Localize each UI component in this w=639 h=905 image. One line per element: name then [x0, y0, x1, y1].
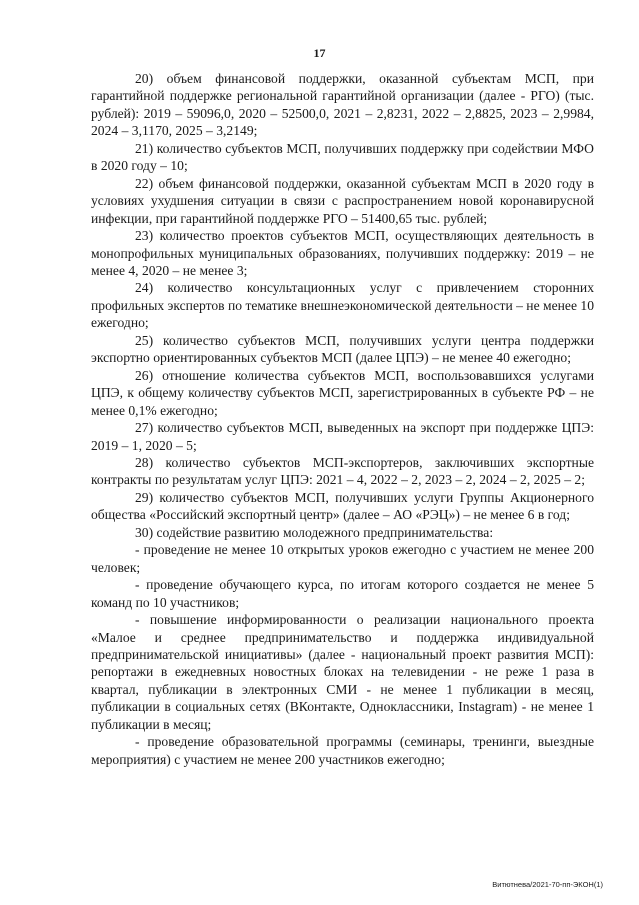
list-item-27: 27) количество субъектов МСП, выведенных на экспорт при поддержке ЦПЭ: 2019 – 1, 2020 – 5; [91, 420, 594, 453]
list-item-20: 20) объем финансовой поддержки, оказанной субъектам МСП, при гарантийной поддержке региональной гарантийной организации (далее - РГО) (тыс. рублей): 2019 – 59096,0, 2020 – 52500,0, 2021 – 2,8231, 2022 – 2,8825, 2023 – 2,9984, 2024 – 3,1170, 2025 – 3,2149; [91, 71, 594, 139]
list-item-24: 24) количество консультационных услуг с привлечением сторонних профильных экспертов по тематике внешнеэкономической деятельности – не менее 10 ежегодно; [91, 280, 594, 331]
list-item-21: 21) количество субъектов МСП, получивших поддержку при содействии МФО в 2020 году – 10; [91, 140, 594, 174]
list-item-23: 23) количество проектов субъектов МСП, осуществляющих деятельность в монопрофильных муниципальных образованиях, получивших поддержку: 2019 – не менее 4, 2020 – не менее 3; [91, 228, 594, 278]
bullet-education-program: - проведение образовательной программы (семинары, тренинги, выездные мероприятия) с участием не менее 200 участников ежегодно; [91, 734, 594, 767]
list-item-30: 30) содействие развитию молодежного предпринимательства: [135, 524, 494, 540]
bullet-awareness: - повышение информированности о реализации национального проекта «Малое и среднее предпринимательство и поддержка индивидуальной предпринимательской инициативы» (далее - национальный проект развития МСП): репортажи в ежедневных новостных блоках на телевидении - не реже 1 раза в квартал, публикации в электронных СМИ - не менее 1 публикации в месяц, публикации в социальных сетях (ВКонтакте, Одноклассники, Instagram) - не менее 1 публикации в месяц; [91, 612, 594, 732]
list-item-29: 29) количество субъектов МСП, получивших услуги Группы Акционерного общества «Российский экспортный центр» (далее – АО «РЭЦ») – не менее 6 в год; [91, 489, 594, 523]
bullet-open-lessons: - проведение не менее 10 открытых уроков ежегодно с участием не менее 200 человек; [91, 542, 594, 575]
list-item-22: 22) объем финансовой поддержки, оказанной субъектам МСП в 2020 году в условиях ухудшения ситуации в связи с распространением новой коронавирусной инфекции, при гарантийной поддержке РГО – 51400,65 тыс. рублей; [91, 175, 594, 226]
document-footer-code: Витютнева/2021-70-пп-ЭКОН(1) [492, 880, 603, 889]
list-item-25: 25) количество субъектов МСП, получивших услуги центра поддержки экспортно ориентированных субъектов МСП (далее ЦПЭ) – не менее 40 ежегодно; [91, 332, 594, 366]
list-item-28: 28) количество субъектов МСП-экспортеров, заключивших экспортные контракты по результатам услуг ЦПЭ: 2021 – 4, 2022 – 2, 2023 – 2, 2024 – 2, 2025 – 2; [91, 454, 594, 488]
document-body [91, 70, 594, 768]
list-item-26: 26) отношение количества субъектов МСП, воспользовавшихся услугами ЦПЭ, к общему количеству субъектов МСП, зарегистрированных в субъекте РФ – не менее 0,1% ежегодно; [91, 367, 594, 418]
page-number: 17 [313, 46, 326, 60]
bullet-training-course: - проведение обучающего курса, по итогам которого создается не менее 5 команд по 10 участников; [91, 577, 594, 610]
